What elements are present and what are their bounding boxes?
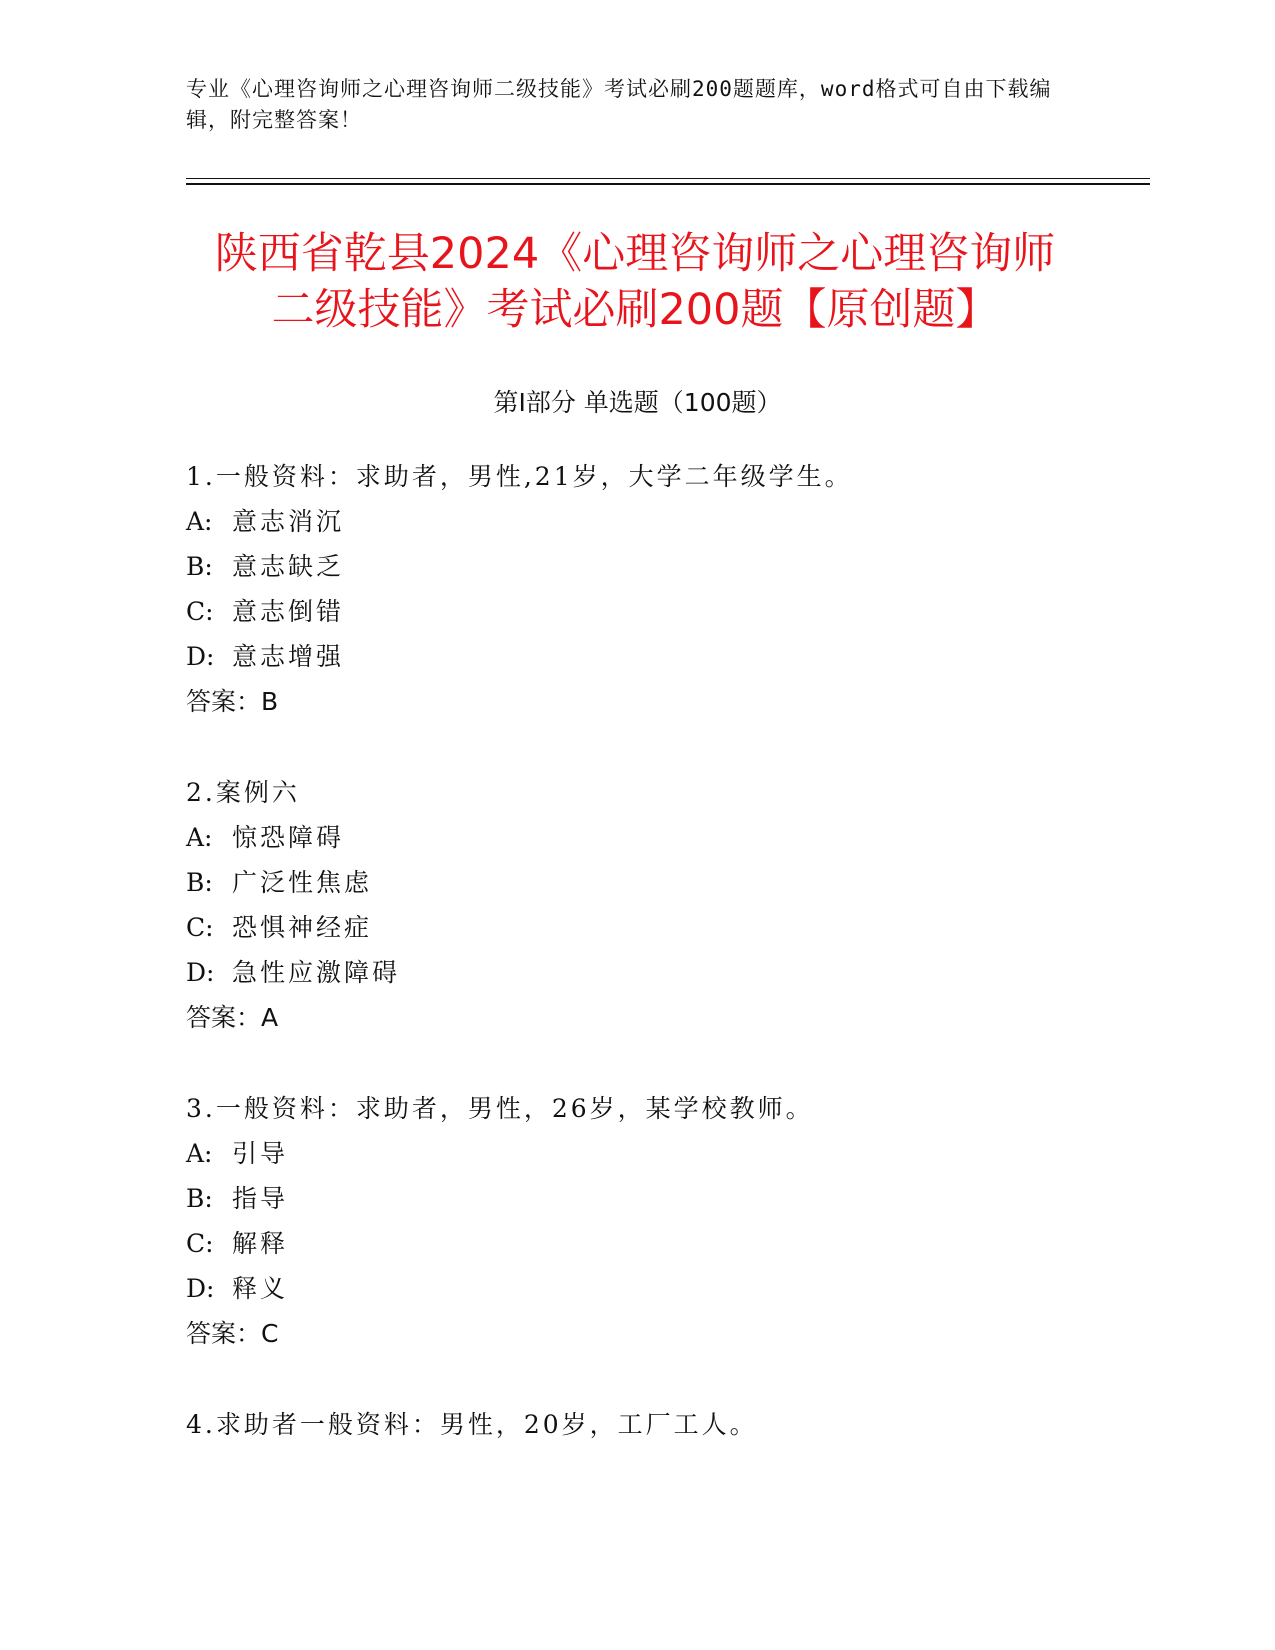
header-divider-thin [186, 178, 1150, 179]
answer-value: C [261, 1319, 279, 1348]
answer-value: B [261, 687, 279, 716]
option-letter: A: [186, 823, 213, 852]
question-block [186, 454, 1146, 724]
option-letter: B: [186, 868, 213, 897]
option-d [186, 1266, 1146, 1311]
option-text: 广泛性焦虑 [232, 868, 373, 897]
answer-line [186, 679, 1146, 724]
option-text: 意志缺乏 [232, 552, 345, 581]
answer-line [186, 1311, 1146, 1356]
option-a [186, 815, 1146, 860]
option-text: 指导 [232, 1184, 289, 1213]
option-letter: D: [186, 958, 215, 987]
option-b [186, 860, 1146, 905]
question-block [186, 1402, 1146, 1447]
answer-label: 答案： [186, 687, 262, 716]
question-text: 2.案例六 [186, 778, 300, 807]
question-text: 4.求助者一般资料：男性，20岁，工厂工人。 [186, 1410, 758, 1439]
option-text: 意志消沉 [232, 507, 345, 536]
option-letter: C: [186, 597, 214, 626]
answer-label: 答案： [186, 1319, 262, 1348]
title-line-2: 二级技能》考试必刷200题【原创题】 [271, 285, 999, 335]
option-letter: D: [186, 1274, 215, 1303]
option-letter: B: [186, 552, 213, 581]
document-title [140, 226, 1130, 338]
option-letter: A: [186, 507, 213, 536]
option-text: 意志增强 [232, 642, 345, 671]
option-b [186, 1176, 1146, 1221]
option-letter: C: [186, 913, 214, 942]
option-c [186, 589, 1146, 634]
option-letter: D: [186, 642, 215, 671]
option-text: 惊恐障碍 [232, 823, 345, 852]
option-text: 释义 [232, 1274, 289, 1303]
header-note: 专业《心理咨询师之心理咨询师二级技能》考试必刷200题题库，word格式可自由下载编辑，附完整答案！ [186, 77, 1052, 132]
option-c [186, 1221, 1146, 1266]
option-b [186, 544, 1146, 589]
option-letter: B: [186, 1184, 213, 1213]
title-line-1: 陕西省乾县2024《心理咨询师之心理咨询师 [214, 229, 1056, 279]
option-text: 意志倒错 [232, 597, 345, 626]
question-text: 1.一般资料：求助者，男性,21岁，大学二年级学生。 [186, 462, 853, 491]
option-d [186, 634, 1146, 679]
option-letter: A: [186, 1139, 213, 1168]
answer-line [186, 995, 1146, 1040]
question-block [186, 770, 1146, 1040]
option-a [186, 499, 1146, 544]
option-letter: C: [186, 1229, 214, 1258]
option-text: 引导 [232, 1139, 289, 1168]
option-text: 解释 [232, 1229, 289, 1258]
option-d [186, 950, 1146, 995]
option-text: 恐惧神经症 [232, 913, 373, 942]
option-a [186, 1131, 1146, 1176]
section-heading: 第Ⅰ部分 单选题（100题） [493, 388, 782, 417]
option-c [186, 905, 1146, 950]
header-divider-thick [186, 183, 1150, 185]
answer-label: 答案： [186, 1003, 262, 1032]
question-text: 3.一般资料：求助者，男性，26岁，某学校教师。 [186, 1094, 814, 1123]
question-block [186, 1086, 1146, 1356]
option-text: 急性应激障碍 [232, 958, 401, 987]
answer-value: A [261, 1003, 279, 1032]
